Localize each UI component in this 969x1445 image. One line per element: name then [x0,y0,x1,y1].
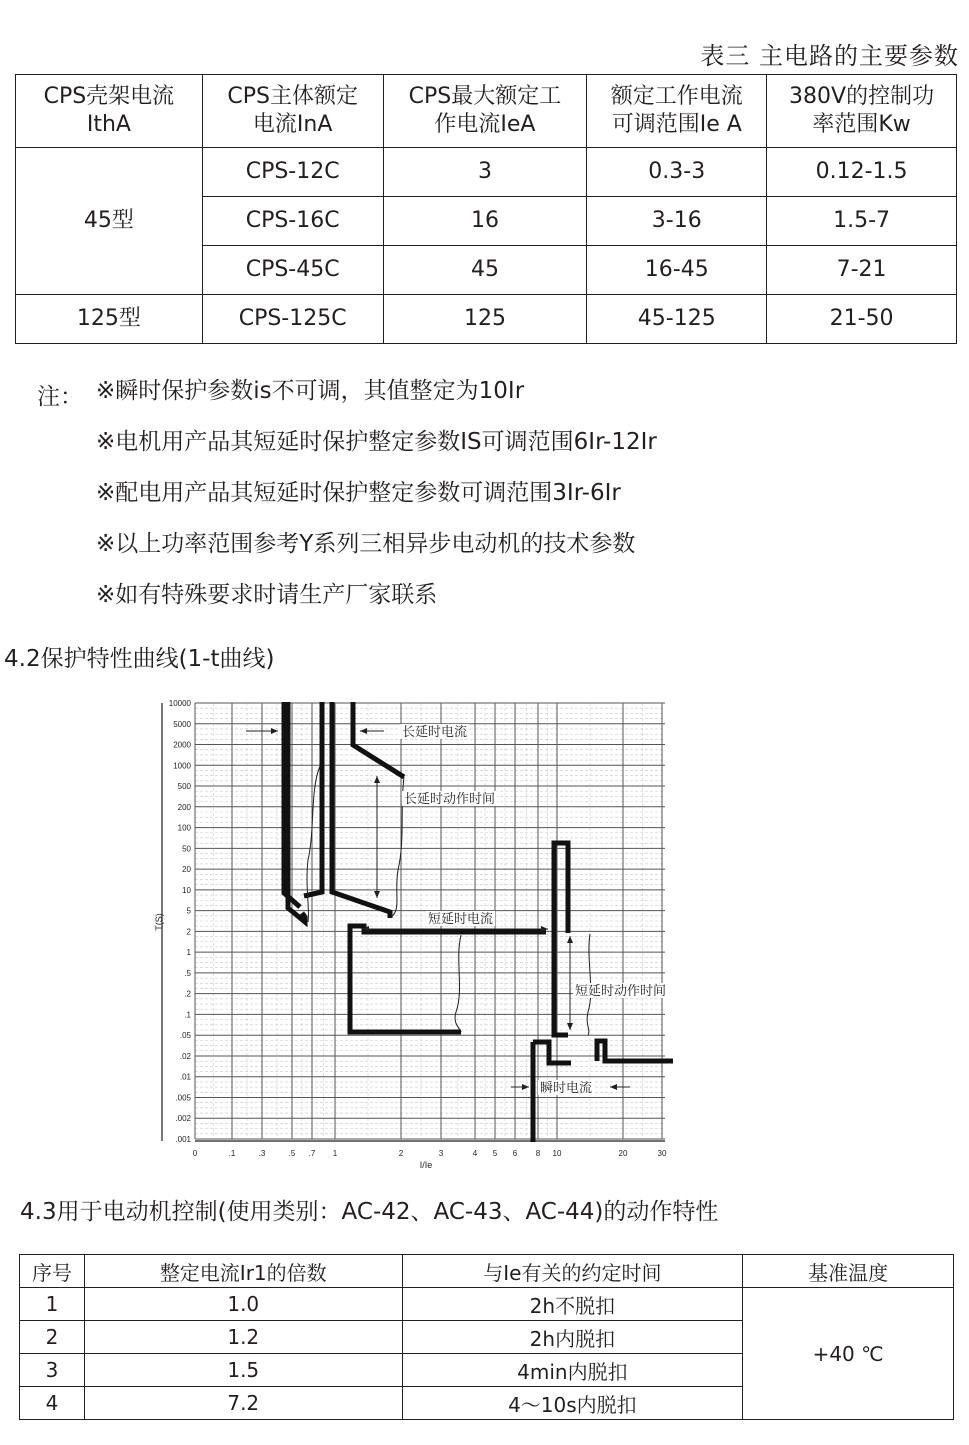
curve-segment [554,843,568,933]
band-line [307,766,320,922]
table-cell: 7-21 [767,246,957,295]
table-cell: 1 [20,1288,85,1321]
annotation-arrow-head [567,936,573,943]
note-item: ※电机用产品其短延时保护整定参数IS可调范围6Ir-12Ir [96,429,657,455]
note-item: ※以上功率范围参考Y系列三相异步电动机的技术参数 [96,531,636,557]
x-tick-label: 20 [618,1149,628,1158]
table-cell: CPS-12C [202,148,383,197]
y-tick-label: 5000 [173,719,191,729]
table-cell: 16-45 [587,246,767,295]
table-cell: 1.5 [84,1354,402,1387]
table-cell: 0.12-1.5 [767,148,957,197]
section-4-3-title: 4.3用于电动机控制(使用类别：AC-42、AC-43、AC-44)的动作特性 [20,1199,719,1225]
annotation-label: 短延时电流 [428,912,494,927]
table3-caption: 表三 主电路的主要参数 [700,42,959,70]
table-row [16,295,957,344]
header-max-operating-current: CPS最大额定工 作电流IeA [383,75,587,148]
y-axis-title: T(S) [154,913,164,931]
header-ref-temp: 基准温度 [743,1255,954,1288]
curve-segment [304,702,322,896]
x-tick-label: .3 [258,1149,266,1158]
y-tick-label: 20 [182,865,191,875]
x-tick-label: 6 [512,1149,518,1158]
header-agreed-time: 与Ie有关的约定时间 [402,1255,743,1288]
table3-header-row [16,75,957,148]
protection-curve-chart [150,690,690,1180]
y-tick-label: 10 [182,885,191,895]
header-rated-current: CPS主体额定 电流InA [202,75,383,148]
table-cell: 7.2 [84,1387,402,1420]
band-line [390,777,404,918]
note-item: ※配电用产品其短延时保护整定参数可调范围3Ir-6Ir [96,480,621,506]
y-tick-label: 5 [186,906,191,916]
table-row [20,1288,954,1321]
x-tick-label: .5 [288,1149,296,1158]
annotation-arrow-head [610,1084,617,1090]
table-cell: CPS-16C [202,197,383,246]
table43-header-row [20,1255,954,1288]
y-tick-label: .05 [179,1031,191,1041]
note-item: ※瞬时保护参数is不可调，其值整定为10Ir [96,378,525,404]
table-row [16,148,957,197]
y-tick-label: 1 [186,948,191,958]
main-circuit-parameters-table [15,74,957,344]
y-tick-label: 2000 [173,740,191,750]
table-cell: 3-16 [587,197,767,246]
header-adjustable-range: 额定工作电流 可调范围Ie A [587,75,767,148]
x-tick-label: .1 [228,1149,236,1158]
y-tick-label: .1 [184,1010,191,1020]
curve-segment [533,1042,571,1063]
y-tick-label: .5 [184,968,191,978]
y-tick-label: 1000 [173,761,191,771]
annotation-label: 长延时动作时间 [404,792,496,807]
x-tick-label: 10 [552,1149,562,1158]
annotation-arrow-head [522,1084,529,1090]
x-tick-label: .7 [308,1149,316,1158]
annotation-label: 瞬时电流 [540,1081,593,1096]
table-cell: 125 [383,295,587,344]
y-tick-label: .005 [175,1093,191,1103]
y-tick-label: 500 [177,782,191,792]
ref-temp-cell: +40 ℃ [743,1288,954,1420]
table-cell: 2 [20,1321,85,1354]
y-tick-label: .002 [175,1114,191,1124]
motor-control-characteristics-table [19,1254,954,1420]
table-cell: 2h内脱扣 [402,1321,743,1354]
table-cell: 1.2 [84,1321,402,1354]
header-power-range: 380V的控制功 率范围Kw [767,75,957,148]
x-tick-label: 0 [192,1149,198,1158]
table-cell: 4 [20,1387,85,1420]
notes-label: 注： [37,384,83,410]
y-tick-label: 50 [182,844,191,854]
note-item: ※如有特殊要求时请生产厂家联系 [96,582,438,608]
table-cell: 3 [383,148,587,197]
frame-125-cell: 125型 [16,295,203,344]
x-tick-label: 30 [657,1149,667,1158]
table-cell: 45 [383,246,587,295]
x-tick-label: 2 [398,1149,404,1158]
y-tick-label: 10000 [168,699,191,708]
header-multiple: 整定电流Ir1的倍数 [84,1255,402,1288]
frame-45-cell: 45型 [16,148,203,295]
table-cell: 45-125 [587,295,767,344]
y-tick-label: .001 [175,1135,191,1144]
y-tick-label: 100 [177,823,191,833]
table-cell: 4～10s内脱扣 [402,1387,743,1420]
header-frame-current: CPS壳架电流 IthA [16,75,203,148]
x-tick-label: 4 [472,1149,478,1158]
y-tick-label: 200 [177,802,191,812]
table-cell: 0.3-3 [587,148,767,197]
table-cell: CPS-45C [202,246,383,295]
y-tick-label: 2 [186,927,191,937]
x-tick-label: 3 [438,1149,444,1158]
table-cell: 4min内脱扣 [402,1354,743,1387]
table-cell: 3 [20,1354,85,1387]
y-tick-label: .01 [179,1072,191,1082]
table-cell: 21-50 [767,295,957,344]
y-tick-label: .02 [179,1051,191,1061]
table-cell: CPS-125C [202,295,383,344]
annotation-label: 短延时动作时间 [575,984,667,999]
x-axis-title: I/Ie [419,1160,433,1170]
table-cell: 1.5-7 [767,197,957,246]
table-cell: 1.0 [84,1288,402,1321]
y-tick-label: .2 [184,989,191,999]
x-tick-label: 5 [492,1149,498,1158]
section-4-2-title: 4.2保护特性曲线(1-t曲线) [4,646,275,672]
annotation-label: 长延时电流 [402,725,468,740]
table-cell: 16 [383,197,587,246]
table-cell: 2h不脱扣 [402,1288,743,1321]
annotation-arrow-head [374,776,380,783]
header-seq: 序号 [20,1255,85,1288]
x-tick-label: 1 [332,1149,338,1158]
x-tick-label: 8 [535,1149,541,1158]
